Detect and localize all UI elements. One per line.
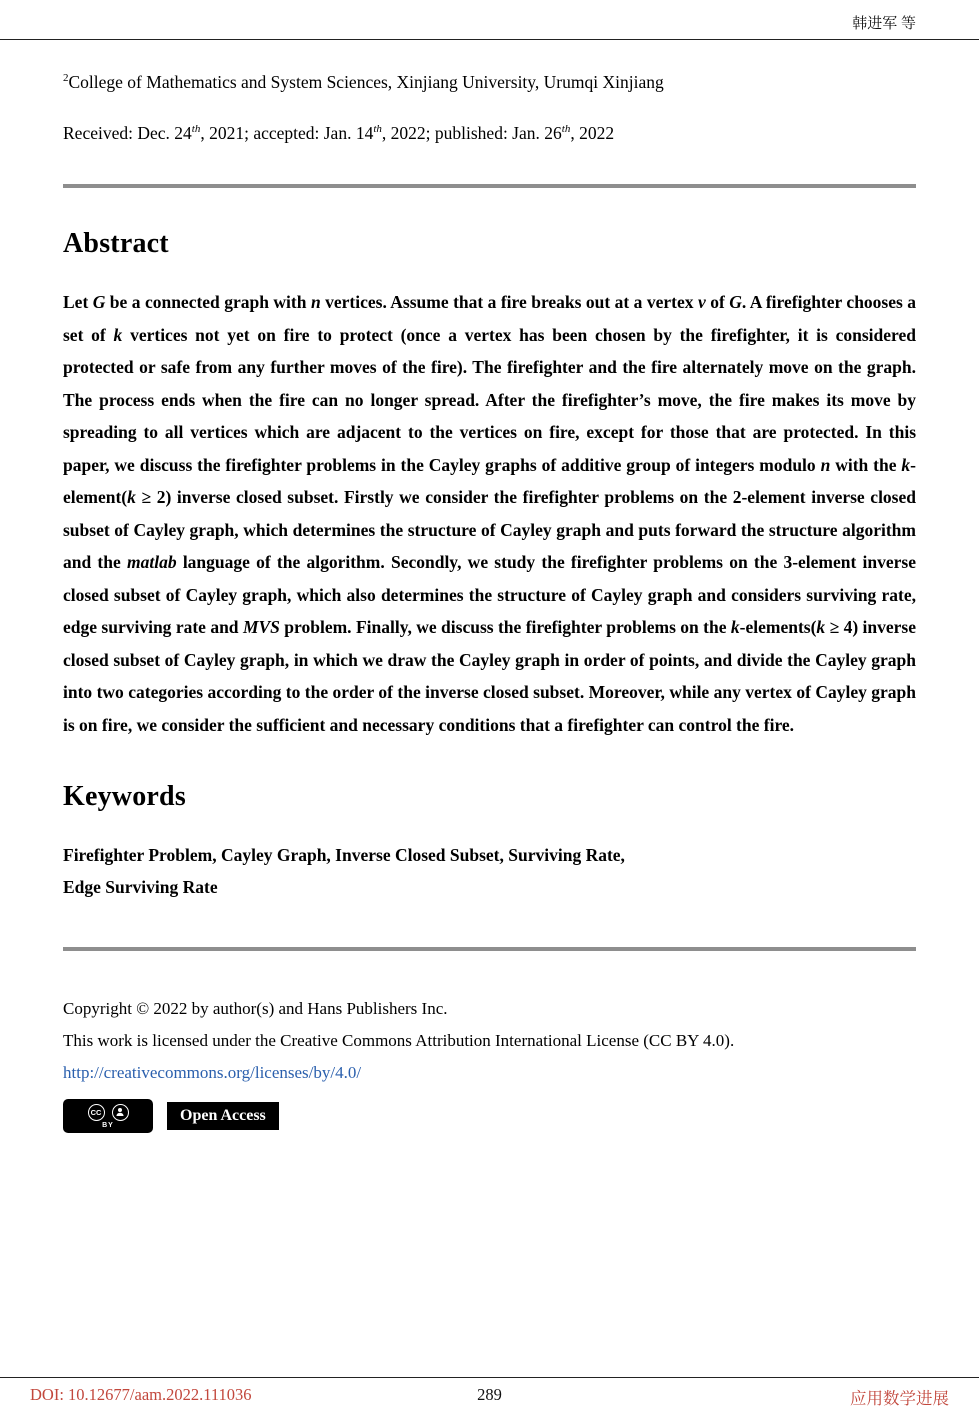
license-url-link[interactable]: http://creativecommons.org/licenses/by/4.0/ — [63, 1063, 362, 1082]
article-dates-line: Received: Dec. 24th, 2021; accepted: Jan. 14th, 2022; published: Jan. 26th, 2022 — [63, 123, 615, 143]
copyright-block — [63, 993, 916, 1089]
open-access-label: Open Access — [180, 1107, 266, 1124]
cc-person-icon — [112, 1104, 129, 1121]
journal-name-link[interactable]: 应用数学进展 — [850, 1389, 949, 1408]
page-header — [0, 0, 979, 40]
copyright-line: Copyright © 2022 by author(s) and Hans Publishers Inc. — [63, 999, 448, 1018]
content-column — [63, 40, 916, 1133]
running-head-author: 韩进军 等 — [852, 16, 916, 32]
page-number: 289 — [477, 1385, 502, 1404]
page-footer — [0, 1377, 979, 1414]
affiliation-line: $^2$College of Mathematics and System Sciences, Xinjiang University, Urumqi Xinjiang — [63, 72, 664, 92]
footer-inner — [0, 1378, 979, 1408]
keywords-heading: Keywords — [63, 781, 186, 812]
abstract-heading: Abstract — [63, 228, 169, 259]
open-access-badge — [167, 1102, 279, 1130]
cc-by-badge[interactable] — [63, 1099, 153, 1133]
cc-by-label: BY — [102, 1121, 114, 1129]
doi-link[interactable]: DOI: 10.12677/aam.2022.111036 — [30, 1385, 252, 1404]
section-divider-top — [63, 184, 916, 188]
cc-badge-icons — [88, 1104, 129, 1121]
license-badges-row — [63, 1099, 916, 1133]
cc-logo-icon: CC — [88, 1104, 105, 1121]
section-divider-bottom — [63, 947, 916, 951]
abstract-text: Let G be a connected graph with n vertices. Assume that a fire breaks out at a vertex v of G. A firefighter chooses a set of k vertices not yet on fire to protect (once a vertex has been chosen by the firefighter, it is considered protected or safe from any further moves of the fire). The firefighter and the fire alternately move on the graph. The process ends when the fire can no longer spread. After the firefighter’s move, the fire makes its move by spreading to all vertices which are adjacent to the vertices on fire, except for those that are protected. In this paper, we discuss the firefighter problems in the Cayley graphs of additive group of integers modulo n with the k-element(k ≥ 2) inverse closed subset. Firstly we consider the firefighter problems on the 2-element inverse closed subset of Cayley graph, which determines the structure of Cayley graph and puts forward the structure algorithm and the matlab language of the algorithm. Secondly, we study the firefighter problems on the 3-element inverse closed subset of Cayley graph, which also determines the structure of Cayley graph and considers surviving rate, edge surviving rate and MVS problem. Finally, we discuss the firefighter problems on the k-elements(k ≥ 4) inverse closed subset of Cayley graph, in which we draw the Cayley graph in order of points, and divide the Cayley graph into two categories according to the order of the inverse closed subset. Moreover, while any vertex of Cayley graph is on fire, we consider the sufficient and necessary conditions that a firefighter can control the fire. — [63, 292, 917, 735]
license-line: This work is licensed under the Creative Commons Attribution International License (CC BY 4.0). — [63, 1031, 735, 1050]
keywords-text: Firefighter Problem, Cayley Graph, Inverse Closed Subset, Surviving Rate, Edge Surviving Rate — [63, 845, 625, 897]
